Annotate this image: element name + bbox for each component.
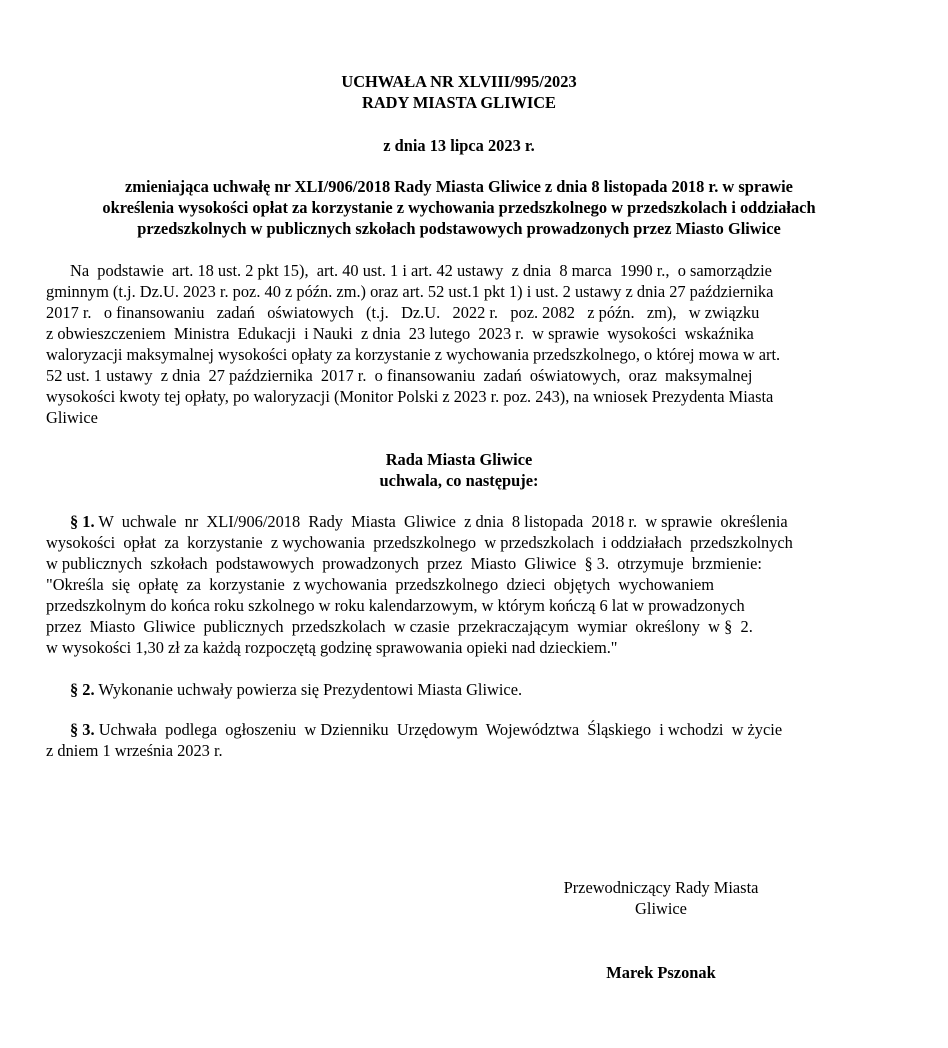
- section-3-label: § 3.: [70, 720, 95, 739]
- section-2: [46, 679, 872, 700]
- preamble-line: 52 ust. 1 ustawy z dnia 27 października 2017 r. o finansowaniu zadań oświatowych, oraz maksymalnej: [46, 366, 753, 385]
- preamble: [46, 260, 872, 428]
- section-1-line: w publicznych szkołach podstawowych prowadzonych przez Miasto Gliwice § 3. otrzymuje brzmienie:: [46, 554, 762, 573]
- section-2-label: § 2.: [70, 680, 95, 699]
- preamble-line: gminnym (t.j. Dz.U. 2023 r. poz. 40 z późn. zm.) oraz art. 52 ust.1 pkt 1) i ust. 2 ustawy z dnia 27 października: [46, 282, 774, 301]
- section-1-line: w wysokości 1,30 zł za każdą rozpoczętą godzinę sprawowania opieki nad dzieckiem.": [46, 638, 618, 657]
- title-line-1: UCHWAŁA NR XLVIII/995/2023: [341, 72, 577, 91]
- section-1-label: § 1.: [70, 512, 95, 531]
- preamble-line: wysokości kwoty tej opłaty, po waloryzacji (Monitor Polski z 2023 r. poz. 243), na wniosek Prezydenta Miasta: [46, 387, 774, 406]
- resolution-date: z dnia 13 lipca 2023 r.: [383, 136, 535, 155]
- title-line-2: RADY MIASTA GLIWICE: [362, 93, 556, 112]
- signature-role-line-1: Przewodniczący Rady Miasta: [563, 878, 759, 897]
- resolves-phrase: uchwala, co następuje:: [379, 471, 539, 490]
- subject-line-2: określenia wysokości opłat za korzystanie z wychowania przedszkolnego w przedszkolach i oddziałach: [102, 198, 816, 217]
- section-3-first-line: Uchwała podlega ogłoszeniu w Dzienniku Urzędowym Województwa Śląskiego i wchodzi w życie: [94, 720, 783, 739]
- subject-line-1: zmieniająca uchwałę nr XLI/906/2018 Rady Miasta Gliwice z dnia 8 listopada 2018 r. w sprawie: [125, 177, 793, 196]
- resolution-subject: [46, 176, 872, 239]
- subject-line-3: przedszkolnych w publicznych szkołach podstawowych prowadzonych przez Miasto Gliwice: [137, 219, 781, 238]
- section-1-line: przedszkolnym do końca roku szkolnego w roku kalendarzowym, w którym kończą 6 lat w prowadzonych: [46, 596, 745, 615]
- section-1-line: przez Miasto Gliwice publicznych przedszkolach w czasie przekraczającym wymiar określony w § 2.: [46, 617, 753, 636]
- section-1: [46, 511, 872, 658]
- preamble-line: waloryzacji maksymalnej wysokości opłaty za korzystanie z wychowania przedszkolnego, o której mowa w art.: [46, 345, 781, 364]
- resolution-title: [46, 71, 872, 113]
- council-name: Rada Miasta Gliwice: [385, 450, 533, 469]
- section-1-line: "Określa się opłatę za korzystanie z wychowania przedszkolnego dzieci objętych wychowaniem: [46, 575, 714, 594]
- council-resolves: [46, 449, 872, 491]
- signature-role-line-2: Gliwice: [635, 899, 687, 918]
- signature-name: Marek Pszonak: [606, 963, 716, 982]
- section-3-line: z dniem 1 września 2023 r.: [46, 741, 223, 760]
- signature-role: [556, 877, 766, 919]
- preamble-line: 2017 r. o finansowaniu zadań oświatowych (t.j. Dz.U. 2022 r. poz. 2082 z późn. zm), w związku: [46, 303, 760, 322]
- section-1-first-line: W uchwale nr XLI/906/2018 Rady Miasta Gliwice z dnia 8 listopada 2018 r. w sprawie określenia: [94, 512, 788, 531]
- preamble-line: Gliwice: [46, 408, 98, 427]
- preamble-line: Na podstawie art. 18 ust. 2 pkt 15), art. 40 ust. 1 i art. 42 ustawy z dnia 8 marca 1990 r., o samorządzie: [70, 261, 772, 280]
- preamble-line: z obwieszczeniem Ministra Edukacji i Nauki z dnia 23 lutego 2023 r. w sprawie wysokości wskaźnika: [46, 324, 754, 343]
- section-3: [46, 719, 872, 761]
- section-1-line: wysokości opłat za korzystanie z wychowania przedszkolnego w przedszkolach i oddziałach przedszkolnych: [46, 533, 793, 552]
- section-2-text: Wykonanie uchwały powierza się Prezydentowi Miasta Gliwice.: [94, 680, 523, 699]
